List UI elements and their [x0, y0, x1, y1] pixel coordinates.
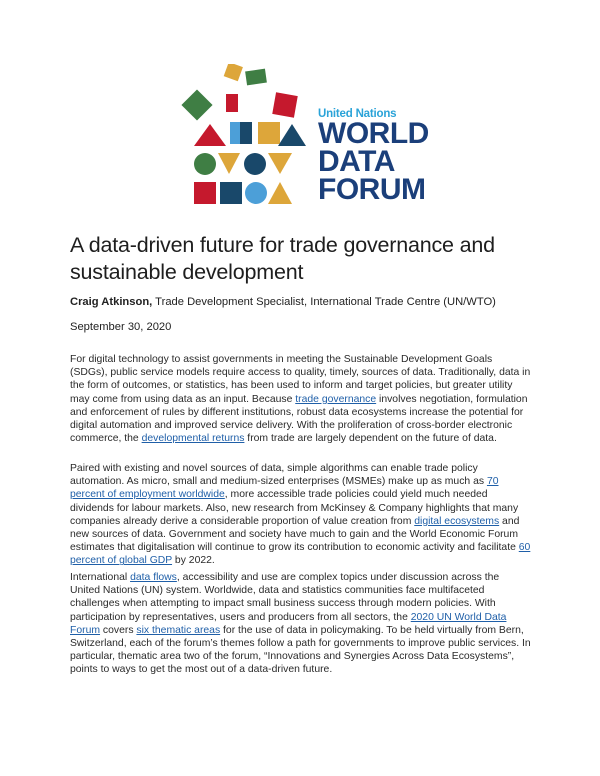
logo-shape [240, 122, 252, 144]
author-role: Trade Development Specialist, International Trade Centre (UN/WTO) [155, 296, 496, 308]
logo-shape [194, 124, 226, 146]
paragraph-text: from trade are largely dependent on the future of data. [244, 433, 497, 445]
paragraph-text: covers [100, 624, 137, 636]
logo-shape [226, 94, 238, 112]
logo-shape [194, 182, 216, 204]
paragraph-text: by 2022. [172, 555, 215, 567]
publish-date: September 30, 2020 [70, 321, 172, 333]
sdg-shapes-icon [180, 64, 315, 209]
logo-shape [258, 122, 280, 144]
paragraph-text: involves negotiation, formulation and enforcement of rules by different institutions, robust data ecosystems increase the potential for digital automation and improved service delivery. With the proliferation of cross-border electronic commerce, the [70, 393, 528, 445]
logo-forum: FORUM [318, 173, 426, 206]
logo-shape [245, 69, 267, 86]
paragraph-text: for the use of data in policymaking. To be held virtually from Bern, Switzerland, each of the forum’s themes follow a path for governments to improve public services. In particular, thematic area two of the forum, “Innovations and Synergies Across Data Ecosystems”, points to ways to get the most out of a data-driven future. [70, 624, 531, 676]
paragraph-text: , more accessible trade policies could yield much needed dividends for labour markets. Also, new research from McKinsey & Company highlights that many companies already derive a considerable proportion of value creation from [70, 489, 519, 527]
paragraph-text: and new sources of data. Government and society have much to gain and the World Economic Forum estimates that digitalisation will continue to grow its contribution to economic activity and facilitate [70, 515, 520, 554]
logo-shape [218, 153, 240, 174]
logo-shape [224, 64, 243, 81]
logo-world: WORLD [318, 117, 429, 150]
logo-shape [244, 153, 266, 175]
author-name: Craig Atkinson, [70, 296, 153, 308]
page-title: A data-driven future for trade governance and sustainable development [70, 233, 495, 284]
inline-link[interactable]: digital ecosystems [414, 515, 500, 527]
logo-shape [245, 182, 267, 204]
inline-link[interactable]: developmental returns [141, 433, 245, 445]
logo-data: DATA [318, 145, 395, 178]
inline-link[interactable]: 2020 UN World Data Forum [70, 611, 507, 636]
logo-shape [181, 89, 212, 120]
brand-wordmark [318, 108, 429, 204]
paragraph-2 [70, 462, 532, 568]
logo-united-nations: United Nations [318, 108, 397, 120]
inline-link[interactable]: six thematic areas [136, 624, 221, 636]
paragraph-text: International [70, 572, 131, 583]
logo-shape [194, 153, 216, 175]
logo-shape [268, 153, 292, 174]
paragraph-text: Paired with existing and novel sources of data, simple algorithms can enable trade policy automation. As micro, small and medium-sized enterprises (MSMEs) make up as much as [70, 463, 487, 488]
inline-link[interactable]: data flows [130, 572, 177, 583]
paragraph-1 [70, 353, 532, 445]
logo-shape [278, 124, 306, 146]
paragraph-3 [70, 571, 532, 677]
logo-shape [268, 182, 292, 204]
inline-link[interactable]: trade governance [295, 393, 377, 405]
paragraph-text: For digital technology to assist governments in meeting the Sustainable Development Goals (SDGs), public service models require access to quality, timely, sources of data. Traditionally, data in the form of outcomes, or statistics, has been used to inform and target policies, but greater utility may come from using data as an input. Because [70, 354, 531, 405]
logo-shape [272, 92, 297, 117]
inline-link[interactable]: 70 percent of employment worldwide [70, 476, 499, 501]
world-data-forum-logo [180, 64, 429, 209]
logo-shape [220, 182, 242, 204]
inline-link[interactable]: 60 percent of global GDP [70, 542, 531, 567]
byline [70, 296, 496, 308]
paragraph-text: , accessibility and use are complex topics under discussion across the United Nations (UN) system. Worldwide, data and statistics communities face multifaceted challenges when attempting to impact small business success through modern policies. With participation by representatives, users and producers from all sectors, the [70, 572, 500, 623]
